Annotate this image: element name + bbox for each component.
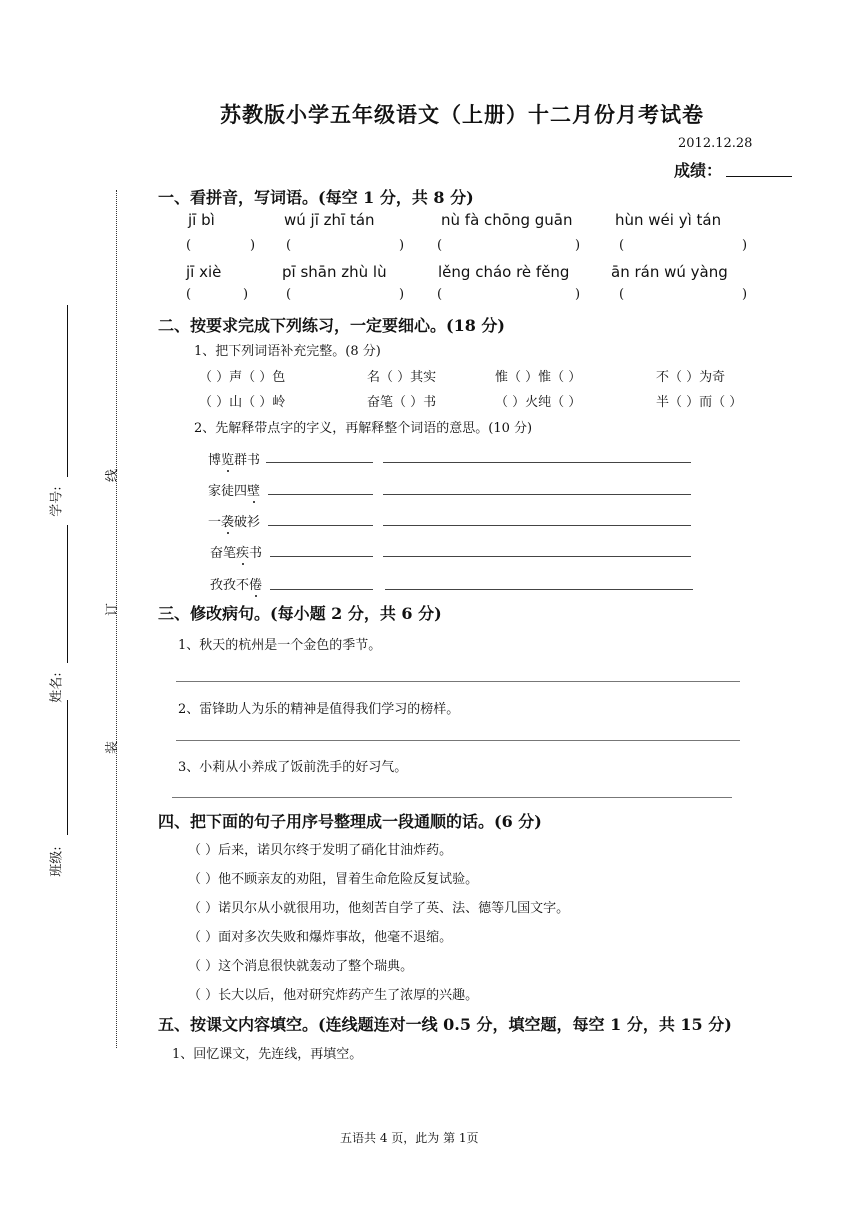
word-meaning-blank[interactable] (383, 494, 691, 495)
word-meaning-blank[interactable] (383, 462, 691, 463)
word-item: 博览群书 (208, 449, 260, 468)
word-item: 孜孜不倦 (210, 574, 262, 593)
correction-line[interactable] (176, 740, 740, 741)
binding-zhuang: 装 (105, 740, 121, 755)
section2-q1: 1、把下列词语补充完整。(8 分) (194, 344, 381, 359)
answer-paren-close: ) (575, 287, 581, 302)
char-meaning-blank[interactable] (266, 462, 373, 463)
answer-paren-close: ) (243, 287, 249, 302)
answer-paren-open: ( (437, 287, 443, 302)
answer-paren-open: ( (286, 287, 292, 302)
answer-paren-close: ) (399, 238, 405, 253)
pinyin-4: hùn wéi yì tán (615, 211, 722, 229)
answer-paren-open: ( (186, 238, 192, 253)
answer-paren-close: ) (742, 238, 748, 253)
binding-xian: 线 (105, 468, 121, 483)
faulty-sentence-3: 3、小莉从小养成了饭前洗手的好习气。 (178, 760, 408, 775)
idiom-blank: 奋笔（ ）书 (367, 395, 437, 410)
name-blank[interactable] (67, 525, 68, 663)
section2-q2: 2、先解释带点字的字义，再解释整个词语的意思。(10 分) (194, 421, 533, 436)
score-blank[interactable] (726, 176, 792, 177)
order-sentence: （ ）他不顾亲友的劝阻，冒着生命危险反复试验。 (188, 872, 479, 887)
class-label: 班级: (49, 846, 65, 877)
section3-heading: 三、修改病句。(每小题 2 分，共 6 分) (158, 604, 442, 623)
word-item: 家徒四壁 (208, 480, 260, 499)
class-blank[interactable] (67, 700, 68, 835)
word-meaning-blank[interactable] (383, 525, 691, 526)
correction-line[interactable] (172, 797, 732, 798)
section4-heading: 四、把下面的句子用序号整理成一段通顺的话。(6 分) (158, 812, 542, 831)
order-sentence: （ ）后来，诺贝尔终于发明了硝化甘油炸药。 (188, 843, 453, 858)
char-meaning-blank[interactable] (268, 494, 373, 495)
section1-heading: 一、看拼音，写词语。(每空 1 分，共 8 分) (158, 188, 474, 207)
pinyin-8: ān rán wú yàng (611, 263, 728, 281)
order-sentence: （ ）诺贝尔从小就很用功，他刻苦自学了英、法、德等几国文字。 (188, 901, 570, 916)
section5-heading: 五、按课文内容填空。(连线题连对一线 0.5 分，填空题，每空 1 分，共 15 分) (158, 1015, 732, 1034)
idiom-blank: 名（ ）其实 (367, 370, 437, 385)
order-sentence: （ ）长大以后，他对研究炸药产生了浓厚的兴趣。 (188, 988, 479, 1003)
binding-dotted-line (116, 190, 117, 1048)
answer-paren-close: ) (399, 287, 405, 302)
idiom-blank: 惟（ ）惟（ ） (495, 370, 582, 385)
char-meaning-blank[interactable] (268, 525, 373, 526)
idiom-blank: 半（ ）而（ ） (656, 395, 743, 410)
answer-paren-close: ) (250, 238, 256, 253)
binding-ding: 订 (105, 602, 121, 617)
section2-heading: 二、按要求完成下列练习，一定要细心。(18 分) (158, 316, 505, 335)
idiom-blank: 不（ ）为奇 (656, 370, 726, 385)
score-label: 成绩： (674, 161, 723, 180)
pinyin-2: wú jī zhī tán (284, 211, 375, 229)
answer-paren-close: ) (575, 238, 581, 253)
student-id-label: 学号: (49, 486, 65, 517)
pinyin-6: pī shān zhù lù (282, 263, 387, 281)
word-meaning-blank[interactable] (385, 589, 693, 590)
student-id-blank[interactable] (67, 305, 68, 477)
pinyin-1: jī bì (188, 211, 215, 229)
order-sentence: （ ）这个消息很快就轰动了整个瑞典。 (188, 959, 414, 974)
section5-q1: 1、回忆课文，先连线，再填空。 (172, 1047, 363, 1062)
answer-paren-close: ) (742, 287, 748, 302)
correction-line[interactable] (176, 681, 740, 682)
faulty-sentence-1: 1、秋天的杭州是一个金色的季节。 (178, 638, 382, 653)
pinyin-5: jī xiè (186, 263, 222, 281)
char-meaning-blank[interactable] (270, 556, 373, 557)
answer-paren-open: ( (437, 238, 443, 253)
answer-paren-open: ( (186, 287, 192, 302)
pinyin-3: nù fà chōng guān (441, 211, 573, 229)
faulty-sentence-2: 2、雷锋助人为乐的精神是值得我们学习的榜样。 (178, 702, 460, 717)
page-title: 苏教版小学五年级语文（上册）十二月份月考试卷 (220, 102, 704, 127)
exam-date: 2012.12.28 (678, 136, 753, 151)
answer-paren-open: ( (286, 238, 292, 253)
answer-paren-open: ( (619, 287, 625, 302)
name-label: 姓名: (49, 672, 65, 703)
page-footer: 五语共 4 页，此为 第 1页 (340, 1131, 479, 1145)
answer-paren-open: ( (619, 238, 625, 253)
order-sentence: （ ）面对多次失败和爆炸事故，他毫不退缩。 (188, 930, 453, 945)
char-meaning-blank[interactable] (270, 589, 373, 590)
word-item: 一袭破衫 (208, 511, 260, 530)
word-item: 奋笔疾书 (210, 542, 262, 561)
pinyin-7: lěng cháo rè fěng (438, 263, 570, 281)
idiom-blank: （ ）声（ ）色 (199, 370, 286, 385)
word-meaning-blank[interactable] (383, 556, 691, 557)
idiom-blank: （ ）山（ ）岭 (199, 395, 286, 410)
idiom-blank: （ ）火纯（ ） (495, 395, 582, 410)
